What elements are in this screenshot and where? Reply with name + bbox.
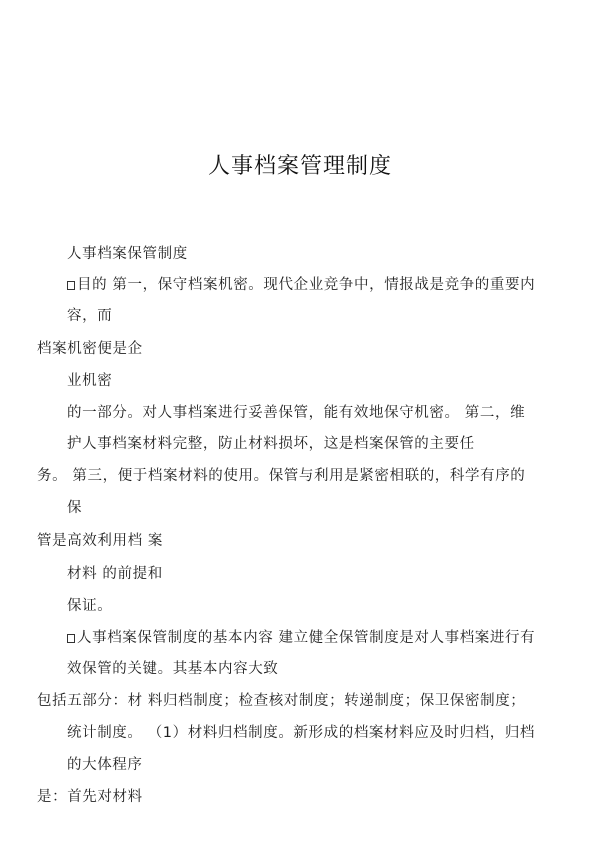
text-line	[37, 785, 143, 806]
text-line	[67, 432, 475, 453]
text-line	[37, 689, 525, 710]
text-line	[67, 562, 163, 583]
text-line	[67, 753, 143, 774]
line-text: 人事档案保管制度	[67, 246, 188, 262]
text-line	[67, 657, 278, 678]
text-line	[67, 304, 112, 325]
text-line	[67, 242, 188, 263]
text-line	[37, 529, 163, 550]
line-text: 的大体程序	[67, 757, 143, 773]
checkbox-glyph-icon	[67, 281, 75, 290]
text-line	[67, 721, 535, 742]
line-text: 保证。	[67, 598, 113, 614]
text-line	[67, 273, 535, 294]
text-line	[67, 594, 112, 615]
line-text: 管是高效利用档 案	[37, 533, 164, 549]
line-text: 档案机密便是企	[37, 341, 143, 357]
line-text: 护人事档案材料完整，防止材料损坏，这是档案保管的主要任	[67, 436, 475, 452]
line-text: 务。 第三，便于档案材料的使用。保管与利用是紧密相联的，科学有序的	[37, 468, 526, 484]
line-text: 材料 的前提和	[67, 566, 163, 582]
text-line	[37, 337, 143, 358]
line-text: 容，而	[67, 308, 113, 324]
text-line	[67, 496, 82, 517]
text-line	[67, 401, 525, 422]
line-text: 包括五部分：材 料归档制度；检查核对制度；转递制度；保卫保密制度；	[37, 693, 526, 709]
text-line	[67, 626, 535, 647]
text-line	[67, 369, 112, 390]
line-text: 统计制度。 （1）材料归档制度。新形成的档案材料应及时归档，归档	[67, 725, 536, 741]
checkbox-glyph-icon	[67, 634, 75, 643]
line-text: 目的 第一，保守档案机密。现代企业竞争中，情报战是竞争的重要内	[77, 277, 536, 293]
text-line	[37, 464, 525, 485]
line-text: 业机密	[67, 373, 113, 389]
line-text: 是：首先对材料	[37, 789, 143, 805]
line-text: 效保管的关键。其基本内容大致	[67, 661, 279, 677]
document-title: 人事档案管理制度	[207, 154, 392, 179]
line-text: 人事档案保管制度的基本内容 建立健全保管制度是对人事档案进行有	[77, 630, 536, 646]
line-text: 保	[67, 500, 83, 516]
line-text: 的一部分。对人事档案进行妥善保管，能有效地保守机密。 第二，维	[67, 405, 526, 421]
